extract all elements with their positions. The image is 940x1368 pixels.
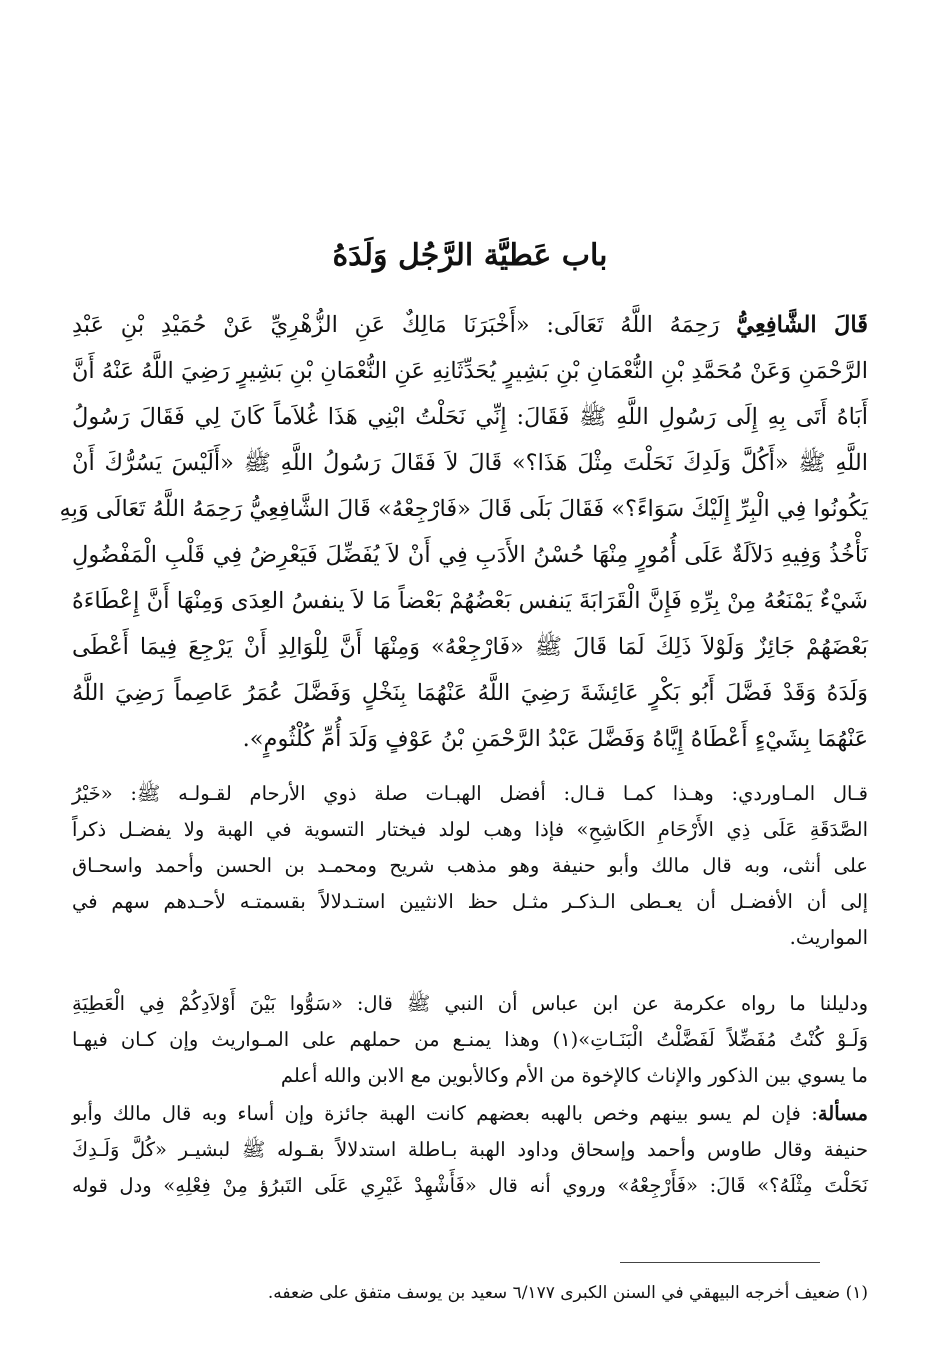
footnote-divider — [620, 1262, 820, 1263]
imam-line: شَيْءٌ يَمْنَعُهُ مِنْ بِرِّهِ فَإِنَّ الْقَرَابَةَ يَنفس بَعْضُهُمْ بَعْضاً مَا لاَ ينفسُ العِدَى وَمِنْهَا أَنَّ إِعْطَاءَهُ — [72, 588, 868, 614]
text-line: الصَّدَقَةِ عَلَى ذِي الأَرْحَامِ الكَاشِحِ» فإذا وهب لولد فيختار التسوية في الهبة ولا يفضـل ذكراً — [72, 818, 868, 841]
imam-text — [59, 302, 868, 762]
text-line: حنيفة وقال طاوس وأحمد وإسحاق وداود الهبة بـاطلة استدلالاً بقـوله ﷺ لبشيـر «كُلَّ وَلَـدِكَ — [72, 1138, 868, 1161]
text-line: على أنثى، وبه قال مالك وأبو حنيفة وهو مذهب شريح ومحمـد بن الحسن وأحمد واسحـاق — [72, 854, 868, 877]
text-line: وَلَـوْ كُنْتُ مُفَضِّلاً لَفَضَّلْتُ الْبَنَـاتِ»(١) وهذا يمنـع من حملهم على المـواريث وإن كـان فيهـا — [72, 1028, 868, 1051]
imam-line: عَنْهُمَا بِشَيْءٍ أَعْطَاهُ إِيَّاهُ وَفَضَّلَ عَبْدُ الرَّحْمَنِ بْنُ عَوْفٍ وَلَدَ أُمِّ كُلْثُومٍ». — [242, 726, 868, 752]
text-line: نَحَلْتَ مِثْلَهُ؟» قَالَ: «فَأَرْجِعْهُ» وروي أنه قال «فَأَشْهِدْ غَيْرِي عَلَى التَبرُؤ مِنْ فِعْلِهِ» ودل قوله — [72, 1174, 868, 1197]
text-line: ما يسوي بين الذكور والإناث كالإخوة من الأم وكالأبوين مع الابن والله أعلم — [280, 1064, 868, 1087]
imam-line: أَبَاهُ أَتَى بِهِ إِلَى رَسُولِ اللَّهِ ﷺ فَقَالَ: إِنِّي نَحَلْتُ ابْنِي هَذَا غُلاَماً كَانَ لِي فَقَالَ رَسُولُ — [72, 404, 868, 430]
masala-paragraph — [72, 1096, 868, 1204]
imam-line: قَالَ الشَّافِعِيُّ رَحِمَهُ اللَّهُ تَعَالَى: «أَخْبَرَنَا مَالِكٌ عَنِ الزُّهْرِيِّ عَنْ حُمَيْدِ بْنِ عَبْدِ — [72, 312, 868, 338]
text-line: مسألة: فإن لم يسو بينهم وخص بالهبه بعضهم كانت الهبة جائزة وإن أساء وبه قال مالك وأبو — [72, 1102, 868, 1125]
text-line: قـال المـاوردي: وهـذا كمـا قـال: أفضل الهبـات صلة ذوي الأرحام لقـولـه ﷺ: «خَيْرُ — [72, 782, 868, 805]
imam-line: بَعْضَهُمْ جَائِزٌ وَلَوْلاَ ذَلِكَ لَمَا قَالَ ﷺ «فَارْجِعْهُ» وَمِنْهَا أَنَّ لِلْوَالِدِ أَنْ يَرْجِعَ فِيمَا أَعْطَى — [72, 634, 868, 660]
imam-line: نَأْخُذُ وَفِيهِ دَلاَلَةٌ عَلَى أُمُورٍ مِنْهَا حُسْنُ الأَدَبِ فِي أَنْ لاَ يُفَضِّلَ فَيَعْرِضُ فِي قَلْبِ الْمَفْضُولِ — [72, 542, 868, 568]
speaker-label: قَالَ الشَّافِعِيُّ — [736, 312, 868, 338]
imam-line: الرَّحْمَنِ وَعَنْ مُحَمَّدِ بْنِ النُّعْمَانِ بْنِ بَشِيرٍ يُحَدِّثَانِهِ عَنِ النُّعْمَانِ بْنِ بَشِيرٍ رَضِيَ اللَّهُ عَنْهُ أَنَّ — [71, 358, 868, 384]
imam-line: يَكُونُوا فِي الْبِرِّ إِلَيْكَ سَوَاءً؟» فَقَالَ بَلَى قَالَ «فَارْجِعْهُ» قَالَ الشَّافِعِيُّ رَحِمَهُ اللَّهُ تَعَالَى وَبِهِ — [59, 496, 868, 522]
text-line: إلى أن الأفضـل أن يعـطى الـذكـر مثـل حظ الانثيين استـدلالاً بقسمتـه لأحـدهم سهم في — [72, 890, 868, 913]
text-line: المواريث. — [789, 926, 868, 949]
imam-line: اللَّهِ ﷺ «أَكُلَّ وَلَدِكَ نَحَلْتَ مِثْلَ هَذَا؟» قَالَ لاَ فَقَالَ رَسُولُ اللَّهِ ﷺ «أَلَيْسَ يَسُرُّكَ أَنْ — [72, 450, 868, 476]
footnote: (١) ضعيف أخرجه البيهقي في السنن الكبرى ٦/١٧٧ سعيد بن يوسف متفق على ضعفه. — [267, 1283, 868, 1303]
imam-line: وَلَدَهُ وَقَدْ فَضَّلَ أَبُو بَكْرٍ عَائِشَةَ رَضِيَ اللَّهُ عَنْهُمَا بِنَخْلٍ وَفَضَّلَ عُمَرُ عَاصِماً رَضِيَ اللَّهُ — [72, 680, 868, 706]
text-line: ودليلنا ما رواه عكرمة عن ابن عباس أن النبي ﷺ قال: «سَوُّوا بَيْنَ أَوْلاَدِكُمْ فِي الْعَطِيَةِ — [72, 992, 868, 1015]
chapter-title: باب عَطيَّة الرَّجُل وَلَدَهُ — [332, 238, 608, 273]
commentary-paragraph-1 — [72, 776, 868, 956]
commentary-paragraph-2 — [72, 986, 868, 1094]
masala-label: مسألة — [817, 1102, 868, 1125]
